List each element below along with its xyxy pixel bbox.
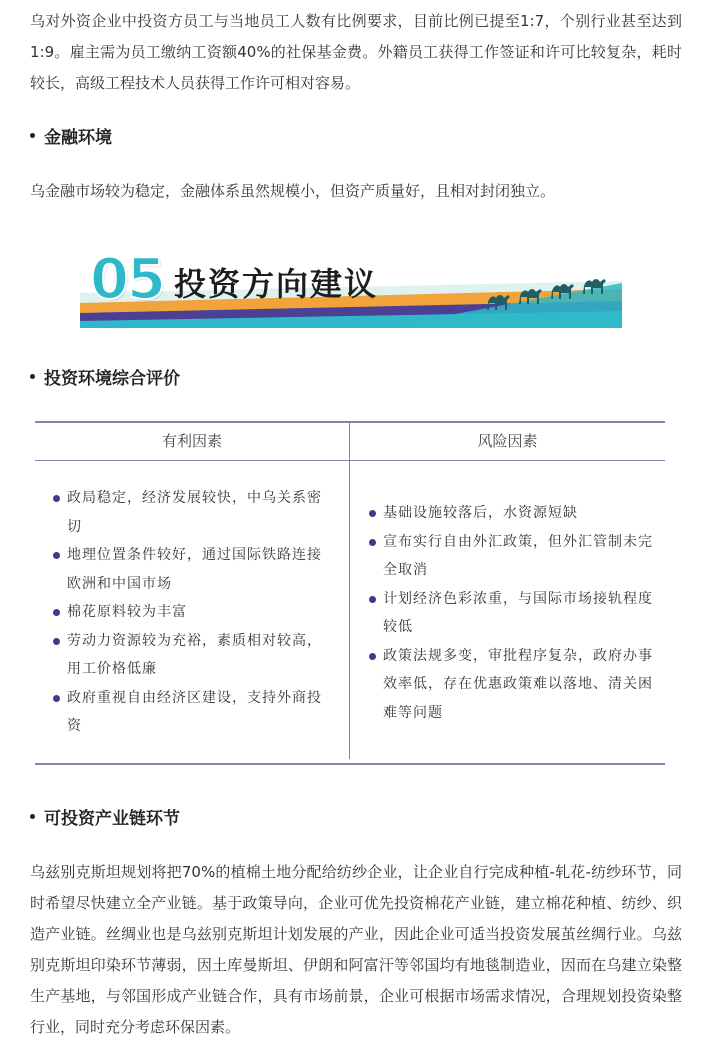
column-divider	[349, 423, 350, 759]
risks-list	[369, 499, 655, 727]
risk-item: 宣布实行自由外汇政策，但外汇管制未完全取消	[369, 528, 655, 585]
advantage-item: 政府重视自由经济区建设，支持外商投资	[53, 684, 335, 741]
banner-number: 05	[90, 247, 164, 312]
risk-item: 基础设施较落后，水资源短缺	[369, 499, 655, 528]
advantage-item: 劳动力资源较为充裕，素质相对较高，用工价格低廉	[53, 627, 335, 684]
industry-paragraph: 乌兹别克斯坦规划将把70%的植棉土地分配给纺纱企业，让企业自行完成种植-轧花-纺纱环节，同时希望尽快建立全产业链。基于政策导向，企业可优先投资棉花产业链，建立棉花种植、纺纱、织造产业链。丝绸业也是乌兹别克斯坦计划发展的产业，因此企业可适当投资发展茧丝绸行业。乌兹别克斯坦印染环节薄弱，因土库曼斯坦、伊朗和阿富汗等邻国均有地毯制造业，因而在乌建立染整生产基地，与邻国形成产业链合作，具有市场前景，企业可根据市场需求情况，合理规划投资染整行业，同时充分考虑环保因素。	[30, 863, 682, 1036]
intro-paragraph: 乌对外资企业中投资方员工与当地员工人数有比例要求，目前比例已提至1:7，个别行业甚至达到1:9。雇主需为员工缴纳工资额40%的社保基金费。外籍员工获得工作签证和许可比较复杂，耗时较长，高级工程技术人员获得工作许可相对容易。	[30, 12, 682, 92]
evaluation-table	[35, 421, 665, 765]
industry-heading-text: 可投资产业链环节	[44, 808, 180, 829]
industry-heading	[30, 801, 180, 831]
risk-item: 计划经济色彩浓重，与国际市场接轨程度较低	[369, 585, 655, 642]
finance-heading	[30, 120, 112, 150]
advantage-item: 地理位置条件较好，通过国际铁路连接欧洲和中国市场	[53, 541, 335, 598]
advantage-item: 政局稳定，经济发展较快，中乌关系密切	[53, 484, 335, 541]
finance-paragraph: 乌金融市场较为稳定，金融体系虽然规模小，但资产质量好，且相对封闭独立。	[30, 182, 556, 200]
bullet-dot	[30, 374, 35, 379]
risk-item: 政策法规多变，审批程序复杂，政府办事效率低，存在优惠政策难以落地、清关困难等问题	[369, 642, 655, 728]
finance-heading-text: 金融环境	[44, 127, 112, 148]
evaluation-heading-text: 投资环境综合评价	[44, 368, 180, 389]
bullet-dot	[30, 133, 35, 138]
evaluation-heading	[30, 361, 180, 391]
advantages-header: 有利因素	[161, 432, 222, 450]
section-banner	[80, 243, 622, 328]
risks-header: 风险因素	[477, 432, 538, 450]
banner-title: 投资方向建议	[174, 265, 379, 303]
bullet-dot	[30, 814, 35, 819]
advantage-item: 棉花原料较为丰富	[53, 598, 335, 627]
header-divider	[35, 460, 665, 461]
advantages-list	[53, 484, 335, 741]
